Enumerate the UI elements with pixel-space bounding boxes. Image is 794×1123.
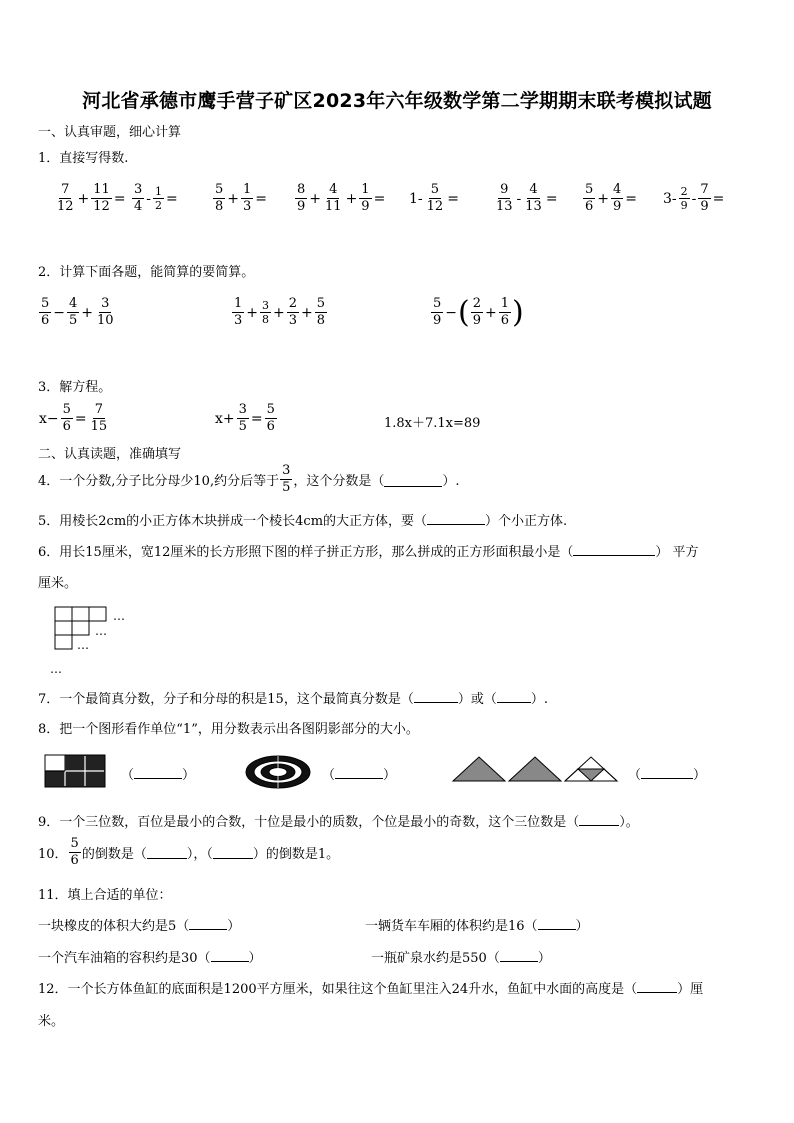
- question-3-text: 3．解方程。: [38, 380, 112, 395]
- fraction: $\frac{5}{6}$: [62, 402, 71, 434]
- fraction: $\frac{5}{9}$: [433, 296, 442, 328]
- q11-row-1-b: 一辆货车车厢的体积约是16（ ）: [365, 919, 589, 934]
- fraction: $\frac{11}{12}$: [93, 182, 110, 214]
- answer-blank[interactable]: [579, 813, 619, 826]
- answer-blank[interactable]: [637, 980, 677, 993]
- q8-answer-2: （ ）: [322, 768, 397, 783]
- q1-item-3: $\frac{5}{8}$ + $\frac{1}{3}$ =: [215, 182, 268, 214]
- fraction: $\frac{3}{8}$: [262, 299, 270, 326]
- fraction: $\frac{4}{9}$: [613, 182, 622, 214]
- answer-blank[interactable]: [213, 846, 253, 859]
- fraction: $\frac{5}{8}$: [316, 296, 326, 328]
- shaded-grid-figure: [44, 754, 108, 790]
- fraction: $\frac{5}{6}$: [266, 402, 275, 434]
- ellipsis: …: [113, 609, 125, 623]
- q1-item-5: 1- $\frac{5}{12}$ =: [409, 182, 459, 214]
- fraction: $\frac{7}{12}$: [57, 182, 74, 214]
- answer-blank[interactable]: [335, 766, 383, 779]
- fraction: $\frac{5}{12}$: [426, 182, 444, 214]
- question-8-text: 8．把一个图形看作单位“1”，用分数表示出各图阴影部分的大小。: [38, 722, 419, 737]
- fraction: $\frac{4}{11}$: [325, 182, 342, 214]
- fraction: $\frac{7}{15}$: [90, 402, 108, 434]
- fraction: $\frac{1}{3}$: [243, 182, 252, 214]
- q3-equation-1: x− $\frac{5}{6}$ = $\frac{7}{15}$: [39, 402, 108, 434]
- fraction: $\frac{2}{9}$: [472, 296, 482, 328]
- q11-row-2-b: 一瓶矿泉水约是550（ ）: [371, 951, 551, 966]
- question-6: 6．用长15厘米，宽12厘米的长方形照下图的样子拼正方形，那么拼成的正方形面积最小是（ ） 平方: [38, 545, 699, 560]
- section-heading-1: 一、认真审题，细心计算: [38, 125, 182, 140]
- fraction: $\frac{5}{6}$: [70, 836, 79, 868]
- question-12: 12．一个长方体鱼缸的底面积是1200平方厘米，如果往这个鱼缸里注入24升水，鱼缸中水面的高度是（ ）厘: [38, 982, 704, 997]
- question-6-line-2: 厘米。: [38, 576, 78, 591]
- q11-row-2-a: 一个汽车油箱的容积约是30（ ）: [38, 951, 262, 966]
- fraction: $\frac{1}{9}$: [361, 182, 370, 214]
- question-12-line-2: 米。: [38, 1014, 65, 1029]
- fraction: $\frac{2}{3}$: [288, 296, 298, 328]
- q1-item-1: $\frac{7}{12}$ + $\frac{11}{12}$ =: [57, 182, 126, 214]
- fraction: $\frac{3}{5}$: [282, 463, 291, 495]
- question-10: 10． $\frac{5}{6}$ 的倒数是（ ），（ ）的倒数是1。: [38, 836, 340, 868]
- fraction: $\frac{5}{6}$: [585, 182, 594, 214]
- triangles-figure: [450, 754, 620, 784]
- fraction: $\frac{1}{6}$: [500, 296, 510, 328]
- fraction: $\frac{3}{10}$: [97, 296, 114, 328]
- ellipsis: …: [77, 638, 89, 652]
- answer-blank[interactable]: [414, 690, 458, 703]
- fraction: $\frac{5}{8}$: [215, 182, 224, 214]
- q1-item-2: $\frac{3}{4}$ - $\frac{1}{2}$ =: [134, 182, 178, 214]
- question-5: 5．用棱长2cm的小正方体木块拼成一个棱长4cm的大正方体，要（ ）个小正方体.: [38, 514, 568, 529]
- fraction: $\frac{3}{5}$: [238, 402, 247, 434]
- answer-blank[interactable]: [384, 472, 442, 487]
- answer-blank[interactable]: [538, 917, 576, 930]
- q8-answer-3: （ ）: [628, 768, 707, 783]
- answer-blank[interactable]: [641, 766, 693, 779]
- q3-equation-2: x+ $\frac{3}{5}$ = $\frac{5}{6}$: [215, 402, 275, 434]
- fraction: $\frac{7}{9}$: [700, 182, 709, 214]
- q2-expression-1: $\frac{5}{6}$ − $\frac{4}{5}$ + $\frac{3}{10}$: [41, 296, 114, 328]
- q1-item-4: $\frac{8}{9}$ + $\frac{4}{11}$ + $\frac{1}{9}$ =: [297, 182, 386, 214]
- ellipsis: …: [50, 662, 62, 676]
- answer-blank[interactable]: [500, 949, 538, 962]
- fraction: $\frac{4}{13}$: [525, 182, 542, 214]
- q1-item-8: 3- $\frac{2}{9}$ - $\frac{7}{9}$ =: [663, 182, 725, 214]
- fraction: $\frac{4}{5}$: [69, 296, 78, 328]
- question-1-text: 1．直接写得数.: [38, 151, 129, 166]
- q2-expression-3: $\frac{5}{9}$ − ( $\frac{2}{9}$ + $\frac{1}{6}$ ): [433, 294, 524, 330]
- answer-blank[interactable]: [134, 766, 182, 779]
- q2-expression-2: $\frac{1}{3}$ + $\frac{3}{8}$ + $\frac{2}{3}$ + $\frac{5}{8}$: [234, 296, 326, 328]
- fraction: $\frac{2}{9}$: [680, 185, 688, 212]
- ellipsis: …: [95, 624, 107, 638]
- fraction: $\frac{5}{6}$: [41, 296, 50, 328]
- question-2-text: 2．计算下面各题，能简算的要简算。: [38, 265, 255, 280]
- question-11-text: 11．填上合适的单位：: [38, 888, 172, 903]
- question-9: 9．一个三位数，百位是最小的合数，十位是最小的质数，个位是最小的奇数，这个三位数是（ ）。: [38, 815, 639, 830]
- section-heading-2: 二、认真读题，准确填写: [38, 447, 182, 462]
- answer-blank[interactable]: [147, 846, 187, 859]
- concentric-ring-figure: [244, 754, 312, 790]
- answer-blank[interactable]: [211, 949, 249, 962]
- q11-row-1-a: 一块橡皮的体积大约是5（ ）: [38, 919, 241, 934]
- q3-equation-3: 1.8x＋7.1x=89: [384, 416, 481, 431]
- fraction: $\frac{1}{3}$: [234, 296, 243, 328]
- question-7: 7．一个最简真分数，分子和分母的积是15，这个最简真分数是（ ）或（ ）.: [38, 692, 548, 707]
- q8-answer-1: （ ）: [121, 768, 196, 783]
- fraction: $\frac{8}{9}$: [297, 182, 306, 214]
- q1-item-7: $\frac{5}{6}$ + $\frac{4}{9}$ =: [585, 182, 638, 214]
- answer-blank[interactable]: [573, 543, 655, 556]
- fraction: $\frac{3}{4}$: [134, 182, 143, 214]
- page-title: 河北省承德市鹰手营子矿区2023年六年级数学第二学期期末联考模拟试题: [82, 90, 712, 112]
- fraction: $\frac{1}{2}$: [155, 185, 163, 212]
- fraction: $\frac{9}{13}$: [496, 182, 513, 214]
- answer-blank[interactable]: [497, 690, 531, 703]
- question-4: 4．一个分数,分子比分母少10,约分后等于 $\frac{3}{5}$ ，这个分数是（ ）.: [38, 463, 460, 495]
- q1-item-6: $\frac{9}{13}$ - $\frac{4}{13}$ =: [496, 182, 558, 214]
- answer-blank[interactable]: [189, 917, 227, 930]
- answer-blank[interactable]: [427, 512, 485, 525]
